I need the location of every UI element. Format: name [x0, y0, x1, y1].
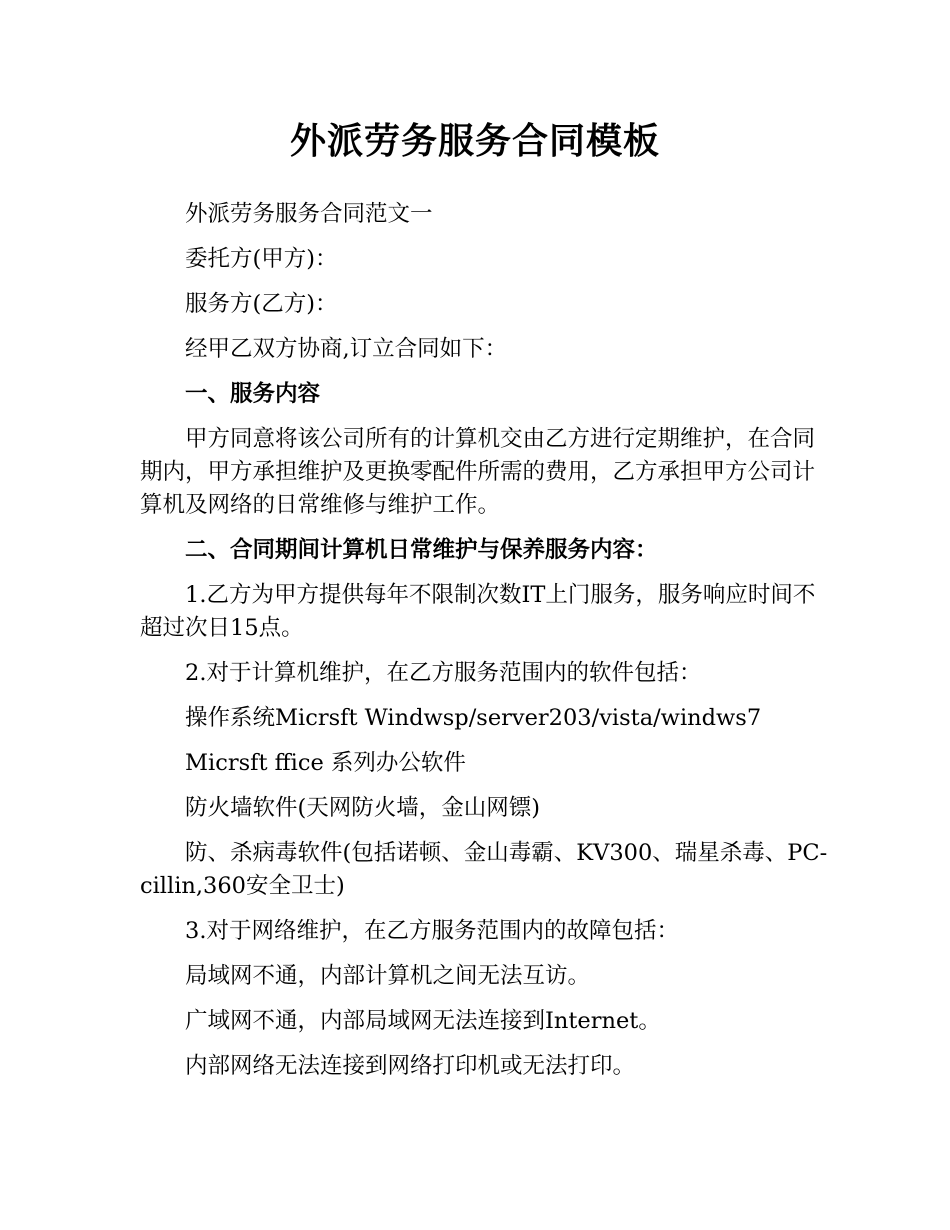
section-heading-maintenance: 二、合同期间计算机日常维护与保养服务内容： [185, 537, 658, 563]
paragraph-lan: 局域网不通，内部计算机之间无法互访。 [185, 963, 591, 989]
paragraph-item-3: 3.对于网络维护，在乙方服务范围内的故障包括： [185, 918, 679, 944]
paragraph-party-b: 服务方(乙方)： [185, 291, 338, 317]
paragraph-antivirus: 防、杀病毒软件(包括诺顿、金山毒霸、KV300、瑞星杀毒、PC-cillin,360安全卫士) [140, 840, 828, 899]
paragraph-service-description: 甲方同意将该公司所有的计算机交由乙方进行定期维护，在合同期内，甲方承担维护及更换零配件所需的费用，乙方承担甲方公司计算机及网络的日常维修与维护工作。 [140, 426, 816, 518]
paragraph-item-1: 1.乙方为甲方提供每年不限制次数IT上门服务，服务响应时间不超过次日15点。 [140, 582, 816, 641]
section-heading-service-content: 一、服务内容 [185, 381, 321, 407]
document-title: 外派劳务服务合同模板 [289, 121, 660, 162]
paragraph-wan: 广域网不通，内部局域网无法连接到Internet。 [185, 1008, 661, 1034]
paragraph-agreement: 经甲乙双方协商,订立合同如下： [185, 336, 508, 362]
paragraph-office: Micrsft ffice 系列办公软件 [185, 750, 466, 776]
paragraph-party-a: 委托方(甲方)： [185, 246, 338, 272]
paragraph-os: 操作系统Micrsft Windwsp/server203/vista/windws7 [185, 705, 762, 731]
document-body [140, 198, 830, 1095]
paragraph-item-2: 2.对于计算机维护，在乙方服务范围内的软件包括： [185, 660, 702, 686]
paragraph-printer: 内部网络无法连接到网络打印机或无法打印。 [185, 1053, 636, 1079]
paragraph-firewall: 防火墙软件(天网防火墙，金山网镖) [185, 795, 541, 821]
paragraph-subtitle: 外派劳务服务合同范文一 [185, 201, 433, 227]
